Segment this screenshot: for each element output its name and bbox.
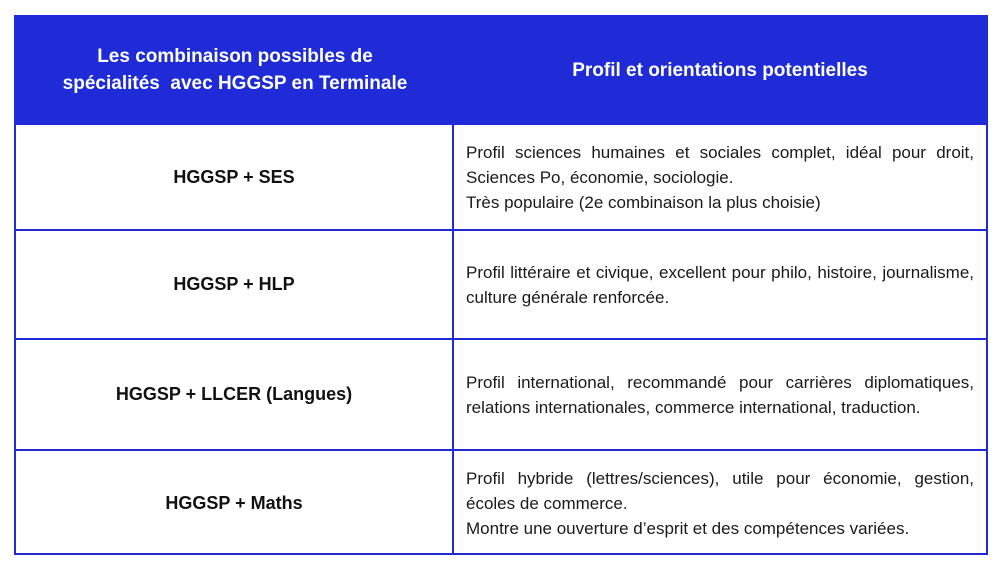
header-profile [454,17,986,123]
table-row-combination [16,449,454,555]
description-text: Profil international, recommandé pour carrières diplomatiques, relations internationales, commerce international, traduction. [466,372,974,417]
description-text: Profil hybride (lettres/sciences), utile pour économie, gestion, écoles de commerce. [466,468,974,513]
description-text: Profil sciences humaines et sociales complet, idéal pour droit, Sciences Po, économie, sociologie. [466,142,974,187]
header-col2-label: Profil et orientations potentielles [572,59,868,81]
description-note: Montre une ouverture d’esprit et des compétences variées. [466,518,910,538]
header-col1-line1: Les combinaison possibles de [97,46,373,67]
table-row-combination [16,229,454,338]
description-note: Très populaire (2e combinaison la plus choisie) [466,192,821,212]
table-row-description [454,449,986,555]
header-combinations [16,17,454,123]
combination-label: HGGSP + HLP [173,274,295,294]
combination-label: HGGSP + SES [173,166,295,187]
specialty-combinations-table [14,15,988,555]
combination-label: HGGSP + Maths [165,492,303,513]
table-row-description [454,123,986,229]
header-combinations-text [63,43,408,97]
table-row-combination [16,123,454,229]
header-col1-line2: spécialités avec HGGSP en Terminale [62,73,408,94]
table-row-description [454,229,986,338]
table-row-description [454,338,986,449]
combination-label: HGGSP + LLCER (Langues) [115,384,353,404]
table-row-combination [16,338,454,449]
description-text: Profil littéraire et civique, excellent pour philo, histoire, journalisme, culture générale renforcée. [466,262,974,307]
